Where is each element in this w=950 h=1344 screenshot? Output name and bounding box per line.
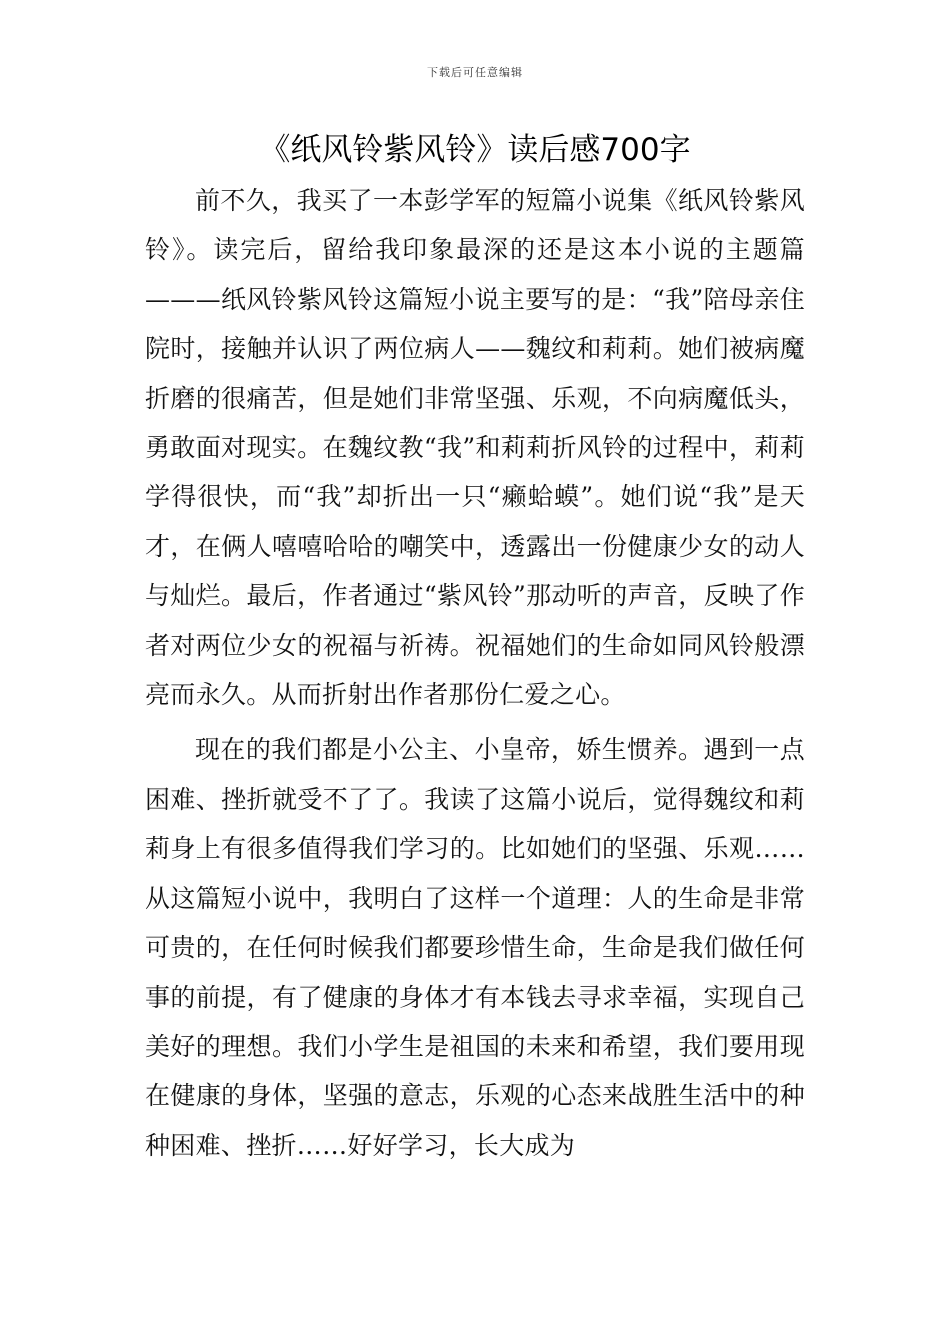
paragraph-2: 现在的我们都是小公主、小皇帝，娇生惯养。遇到一点困难、挫折就受不了了。我读了这篇小说后，觉得魏纹和莉莉身上有很多值得我们学习的。比如她们的坚强、乐观……从这篇短小说中，我明白了这样一个道理：人的生命是非常可贵的，在任何时候我们都要珍惜生命，生命是我们做任何事的前提，有了健康的身体才有本钱去寻求幸福，实现自己美好的理想。我们小学生是祖国的未来和希望，我们要用现在健康的身体，坚强的意志，乐观的心态来战胜生活中的种种困难、挫折……好好学习，长大成为 bbox=[145, 735, 805, 1160]
header-note: 下载后可任意编辑 bbox=[427, 66, 523, 79]
document-body bbox=[145, 176, 805, 1170]
paragraph-1: 前不久，我买了一本彭学军的短篇小说集《纸风铃紫风铃》。读完后，留给我印象最深的还是这本小说的主题篇———纸风铃紫风铃这篇短小说主要写的是：“我”陪母亲住院时，接触并认识了两位病人——魏纹和莉莉。她们被病魔折磨的很痛苦，但是她们非常坚强、乐观，不向病魔低头，勇敢面对现实。在魏纹教“我”和莉莉折风铃的过程中，莉莉学得很快，而“我”却折出一只“癞蛤蟆”。她们说“我”是天才，在俩人嘻嘻哈哈的嘲笑中，透露出一份健康少女的动人与灿烂。最后，作者通过“紫风铃”那动听的声音，反映了作者对两位少女的祝福与祈祷。祝福她们的生命如同风铃般漂亮而永久。从而折射出作者那份仁爱之心。 bbox=[145, 186, 805, 710]
document-title: 《纸风铃紫风铃》读后感700字 bbox=[259, 132, 691, 168]
